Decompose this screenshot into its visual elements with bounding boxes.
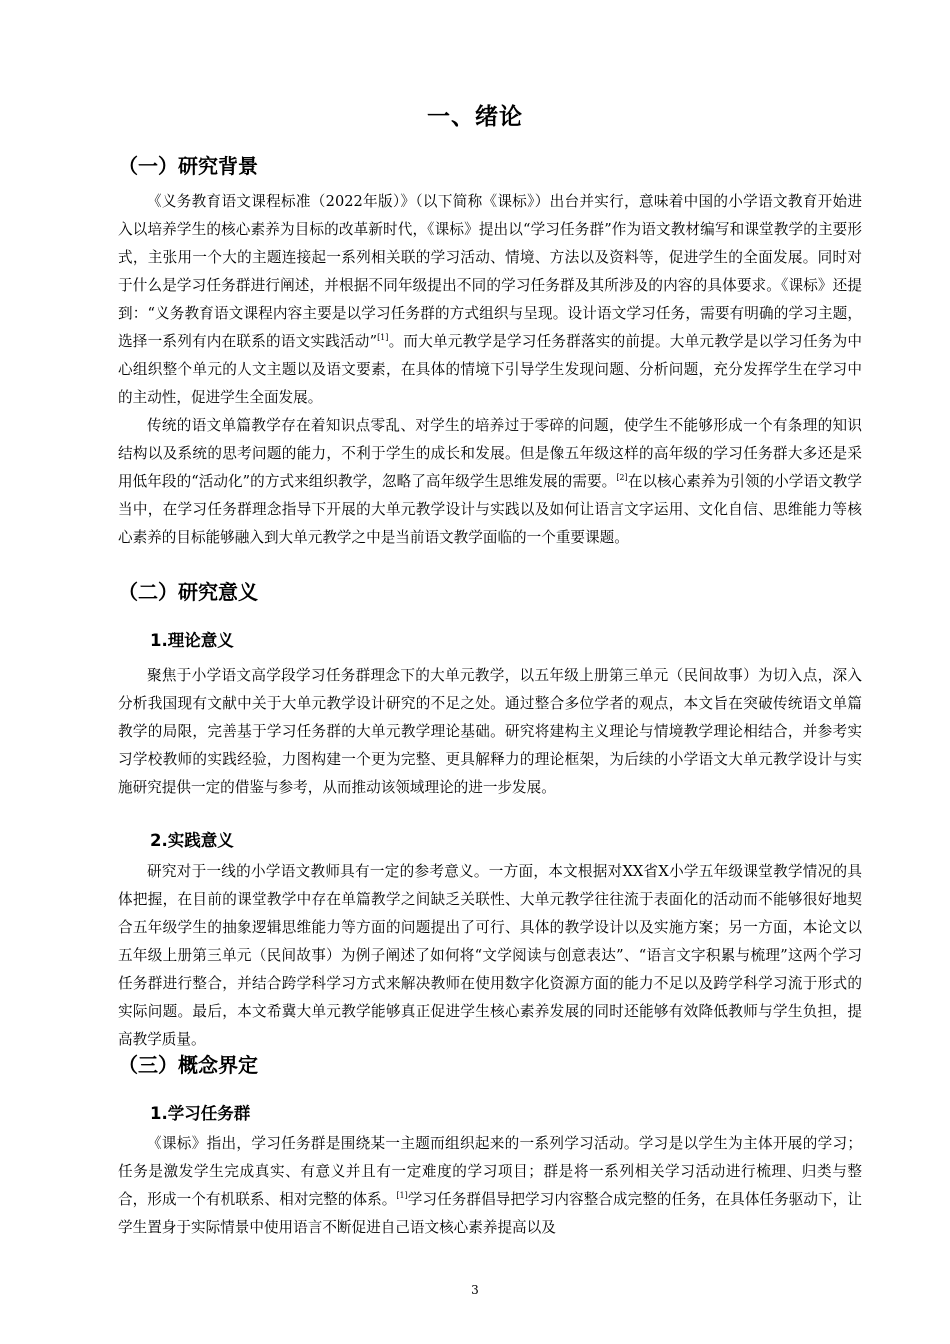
section-heading-research-background: （一）研究背景	[118, 154, 258, 178]
paragraph-text: 在以核心素养为引领的小学语文教学当中，在学习任务群理念指导下开展的大单元教学设计与实践以及如何让语言文字运用、文化自信、思维能力等核心素养的目标能够融入到大单元教学之中是当前语文教学面临的一个重要课题。	[118, 473, 862, 546]
chapter-title: 一、绪论	[427, 104, 523, 130]
page-number: 3	[471, 1283, 479, 1297]
paragraph-text: 学习任务群倡导把学习内容整合成完整的任务，在具体任务驱动下，让学生置身于实际情景中使用语言不断促进自己语文核心素养提高以及	[118, 1191, 862, 1236]
subsection-heading-theory: 1.理论意义	[150, 631, 234, 650]
citation-mark: [1]	[377, 333, 389, 343]
citation-mark: [2]	[616, 473, 628, 483]
paragraph-text: 《课标》指出，学习任务群是围绕某一主题而组织起来的一系列学习活动。学习是以学生为主体开展的学习；任务是激发学生完成真实、有意义并且有一定难度的学习项目；群是将一系列相关学习活动进行梳理、归类与整合，形成一个有机联系、相对完整的体系。	[118, 1135, 862, 1208]
paragraph-background-1	[118, 188, 862, 412]
citation-mark: [1]	[396, 1191, 408, 1201]
paragraph-theory: 聚焦于小学语文高学段学习任务群理念下的大单元教学，以五年级上册第三单元（民间故事）为切入点，深入分析我国现有文献中关于大单元教学设计研究的不足之处。通过整合多位学者的观点，本文旨在突破传统语文单篇教学的局限，完善基于学习任务群的大单元教学理论基础。研究将建构主义理论与情境教学理论相结合，并参考实习学校教师的实践经验，力图构建一个更为完整、更具解释力的理论框架，为后续的小学语文大单元教学设计与实施研究提供一定的借鉴与参考，从而推动该领域理论的进一步发展。	[118, 667, 862, 796]
paragraph-text: 《义务教育语文课程标准（2022年版）》（以下简称《课标》）出台并实行，意味着中国的小学语文教育开始进入以培养学生的核心素养为目标的改革新时代，《课标》提出以“学习任务群”作为语文教材编写和课堂教学的主要形式，主张用一个大的主题连接起一系列相关联的学习活动、情境、方法以及资料等，促进学生的全面发展。同时对于什么是学习任务群进行阐述，并根据不同年级提出不同的学习任务群及其所涉及的内容的具体要求。《课标》还提到：“义务教育语文课程内容主要是以学习任务群的方式组织与呈现。设计语文学习任务，需要有明确的学习主题，选择一系列有内在联系的语文实践活动”	[118, 193, 862, 350]
subsection-heading-practice: 2.实践意义	[150, 831, 234, 850]
subsection-heading-learning-task-group: 1.学习任务群	[150, 1104, 251, 1123]
section-heading-research-significance: （二）研究意义	[118, 580, 258, 604]
section-heading-concept-definition: （三）概念界定	[118, 1053, 258, 1077]
paragraph-text: 传统的语文单篇教学存在着知识点零乱、对学生的培养过于零碎的问题，使学生不能够形成一个有条理的知识结构以及系统的思考问题的能力，不利于学生的成长和发展。但是像五年级这样的高年级的学习任务群大多还是采用低年段的“活动化”的方式来组织教学，忽略了高年级学生思维发展的需要。	[118, 417, 862, 490]
paragraph-background-2	[118, 412, 862, 552]
paragraph-text: 。而大单元教学是学习任务群落实的前提。大单元教学是以学习任务为中心组织整个单元的人文主题以及语文要素，在具体的情境下引导学生发现问题、分析问题，充分发挥学生在学习中的主动性，促进学生全面发展。	[118, 333, 862, 406]
paragraph-practice: 研究对于一线的小学语文教师具有一定的参考意义。一方面，本文根据对XX省X小学五年级课堂教学情况的具体把握，在目前的课堂教学中存在单篇教学之间缺乏关联性、大单元教学往往流于表面化的活动而不能够很好地契合五年级学生的抽象逻辑思维能力等方面的问题提出了可行、具体的教学设计以及实施方案；另一方面，本论文以五年级上册第三单元（民间故事）为例子阐述了如何将“文学阅读与创意表达”、“语言文字积累与梳理”这两个学习任务群进行整合，并结合跨学科学习方式来解决教师在使用数字化资源方面的能力不足以及跨学科学习流于形式的实际问题。最后，本文希冀大单元教学能够真正促进学生核心素养发展的同时还能够有效降低教师与学生负担，提高教学质量。	[118, 863, 862, 1048]
paragraph-learning-task-group	[118, 1130, 862, 1242]
